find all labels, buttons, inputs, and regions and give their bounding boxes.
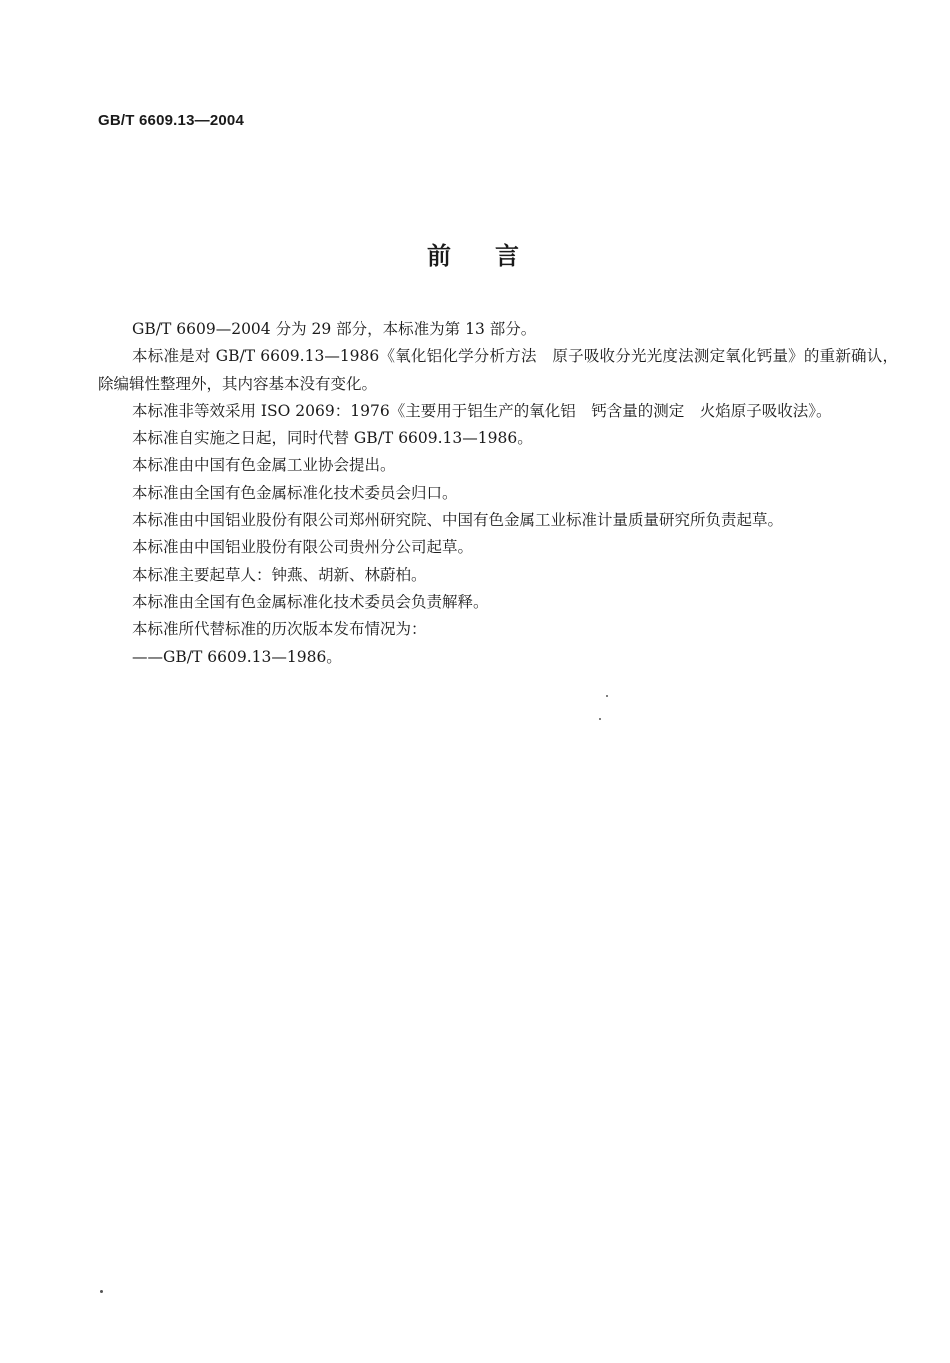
paragraph: 本标准主要起草人：钟燕、胡新、林蔚柏。 bbox=[132, 565, 427, 584]
paragraph: 本标准自实施之日起，同时代替 GB/T 6609.13—1986。 bbox=[132, 429, 533, 448]
history-list-item: ——GB/T 6609.13—1986。 bbox=[132, 647, 342, 666]
paragraph: 本标准是对 GB/T 6609.13—1986《氧化铝化学分析方法 原子吸收分光光度法测定氧化钙量》的重新确认，除编辑性整理外，其内容基本没有变化。 bbox=[98, 347, 898, 393]
paragraph: 本标准由全国有色金属标准化技术委员会归口。 bbox=[132, 483, 458, 502]
paragraph: 本标准由中国铝业股份有限公司贵州分公司起草。 bbox=[132, 538, 474, 557]
paragraph: 本标准由中国铝业股份有限公司郑州研究院、中国有色金属工业标准计量质量研究所负责起草。 bbox=[132, 511, 784, 530]
document-code: GB/T 6609.13—2004 bbox=[98, 112, 244, 129]
paragraph: GB/T 6609—2004 分为 29 部分，本标准为第 13 部分。 bbox=[132, 320, 537, 338]
scan-speck bbox=[100, 1290, 103, 1293]
paragraph: 本标准所代替标准的历次版本发布情况为： bbox=[132, 620, 427, 639]
scan-speck bbox=[599, 718, 601, 720]
foreword-body bbox=[98, 316, 898, 671]
scan-speck bbox=[606, 695, 608, 697]
paragraph: 本标准由中国有色金属工业协会提出。 bbox=[132, 456, 396, 475]
paragraph: 本标准非等效采用 ISO 2069：1976《主要用于铝生产的氧化铝 钙含量的测定 火焰原子吸收法》。 bbox=[132, 401, 832, 420]
paragraph: 本标准由全国有色金属标准化技术委员会负责解释。 bbox=[132, 592, 489, 611]
page-title: 前言 bbox=[427, 242, 563, 270]
